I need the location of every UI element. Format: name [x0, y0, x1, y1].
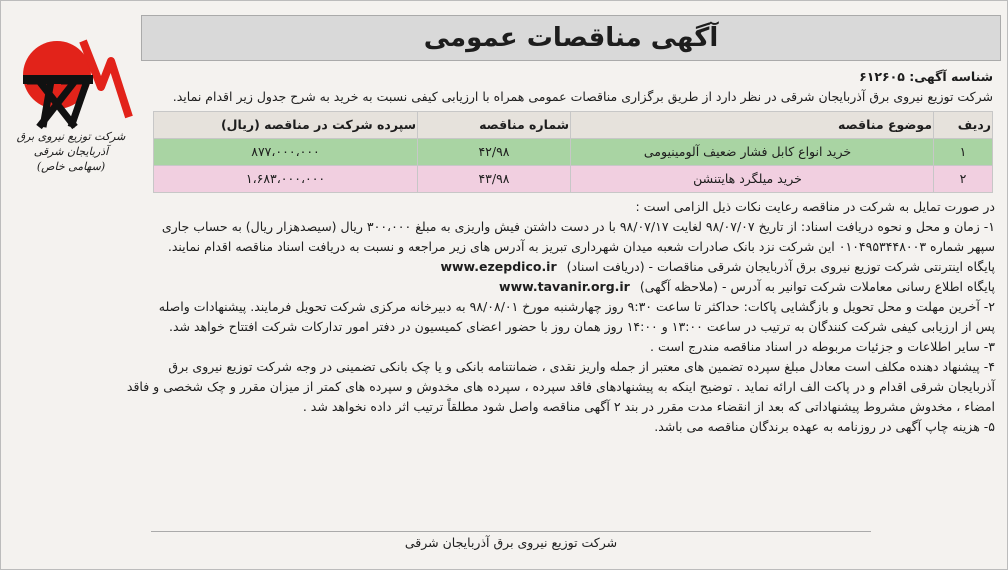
- row-number: ۲: [934, 166, 993, 193]
- col-header-row-number: ردیف: [934, 112, 993, 139]
- row-deposit: ۱،۶۸۳،۰۰۰،۰۰۰: [154, 166, 418, 193]
- row-tender-number: ۴۲/۹۸: [418, 139, 571, 166]
- col-header-subject: موضوع مناقصه: [571, 112, 934, 139]
- row-subject: خرید میلگرد هایتنشن: [571, 166, 934, 193]
- condition-1-line1: ۱- زمان و محل و نحوه دریافت اسناد: از تاریخ ۹۸/۰۷/۰۷ لغایت ۹۸/۰۷/۱۷ با در دست داشتن فیش واریزی به مبلغ ۳۰۰،۰۰۰ ریال (سیصدهزار ریال) به حساب جاری: [161, 219, 995, 234]
- notice-title-bar: [141, 15, 1001, 61]
- website-1-url[interactable]: www.ezepdico.ir: [440, 259, 557, 274]
- website-2-label: پایگاه اطلاع رسانی معاملات شرکت توانیر به آدرس - (ملاحظه آگهی): [639, 279, 995, 294]
- conditions-intro: در صورت تمایل به شرکت در مناقصه رعایت نکات ذیل الزامی است :: [635, 199, 995, 214]
- notice-id: شناسه آگهی: ۶۱۲۶۰۵: [859, 69, 993, 84]
- condition-1-line2: سپهر شماره ۰۱۰۴۹۵۳۴۴۸۰۰۳ این شرکت نزد بانک صادرات شعبه میدان شهرداری تبریز به آدرس های زیر مراجعه و نسبت به دریافت اسناد مناقصه اقدام نمایند.: [167, 239, 995, 254]
- condition-2-line1: ۲- آخرین مهلت و محل تحویل و بازگشایی پاکات: حداکثر تا ساعت ۹:۳۰ روز چهارشنبه مورخ ۹۸/۰۸/۰۱ به دبیرخانه مرکزی شرکت تحویل فرمایند. پیشنهادات واصله: [158, 299, 995, 314]
- row-deposit: ۸۷۷،۰۰۰،۰۰۰: [154, 139, 418, 166]
- notice-body: [11, 67, 1001, 437]
- condition-4-line2: آذربایجان شرقی اقدام و در پاکت الف ارائه نماید . توضیح اینکه به پیشنهادهای فاقد سپرده ، سپرده های مخدوش و سپرده های کمتر از میزان مقرر و چک شخصی و فاقد: [126, 379, 995, 394]
- col-header-tender-number: شماره مناقصه: [418, 112, 571, 139]
- logo-caption-line2: (سهامی خاص): [36, 160, 106, 173]
- website-2-url[interactable]: www.tavanir.org.ir: [499, 279, 630, 294]
- website-1: [11, 257, 1001, 277]
- row-number: ۱: [934, 139, 993, 166]
- table-row: [154, 139, 993, 166]
- condition-4-line3: امضاء ، مخدوش مشروط پیشنهاداتی که بعد از انقضاء مدت مقرر در بند ۲ آگهی مناقصه واصل شود مطلقاً ترتیب اثر داده نخواهد شد .: [302, 399, 995, 414]
- condition-3: ۳- سایر اطلاعات و جزئیات مربوطه در اسناد مناقصه مندرج است .: [650, 339, 995, 354]
- condition-5: ۵- هزینه چاپ آگهی در روزنامه به عهده برندگان مناقصه می باشد.: [654, 419, 995, 434]
- col-header-deposit: سپرده شرکت در مناقصه (ریال): [154, 112, 418, 139]
- tender-table: [153, 111, 993, 193]
- table-row: [154, 166, 993, 193]
- condition-4-line1: ۴- پیشنهاد دهنده مکلف است معادل مبلغ سپرده تضمین های معتبر از جمله واریز نقدی ، ضمانتنامه بانکی و یا چک بانکی تضمینی در وجه شرکت توزیع نیروی برق: [168, 359, 995, 374]
- condition-2-line2: پس از ارزیابی کیفی شرکت کنندگان به ترتیب در ساعت ۱۳:۰۰ و ۱۴:۰۰ روز همان روز با حضور اعضای کمیسیون در دفتر امور تدارکات شرکت افتتاح خواهد شد.: [169, 319, 995, 334]
- website-1-label: پایگاه اینترنتی شرکت توزیع نیروی برق آذربایجان شرقی مناقصات - (دریافت اسناد): [566, 259, 995, 274]
- intro-text: شرکت توزیع نیروی برق آذربایجان شرقی در نظر دارد از طریق برگزاری مناقصات عمومی همراه با ارزیابی کیفی نسبت به خرید به شرح جدول زیر اقدام نماید.: [172, 89, 993, 104]
- table-header-row: [154, 112, 993, 139]
- website-2: [11, 277, 1001, 297]
- row-tender-number: ۴۳/۹۸: [418, 166, 571, 193]
- row-subject: خرید انواع کابل فشار ضعیف آلومینیومی: [571, 139, 934, 166]
- logo-caption-line1: شرکت توزیع نیروی برق آذربایجان شرقی: [16, 130, 126, 158]
- notice-title: آگهی مناقصات عمومی: [423, 23, 719, 53]
- footer-company-name: شرکت توزیع نیروی برق آذربایجان شرقی: [151, 531, 871, 554]
